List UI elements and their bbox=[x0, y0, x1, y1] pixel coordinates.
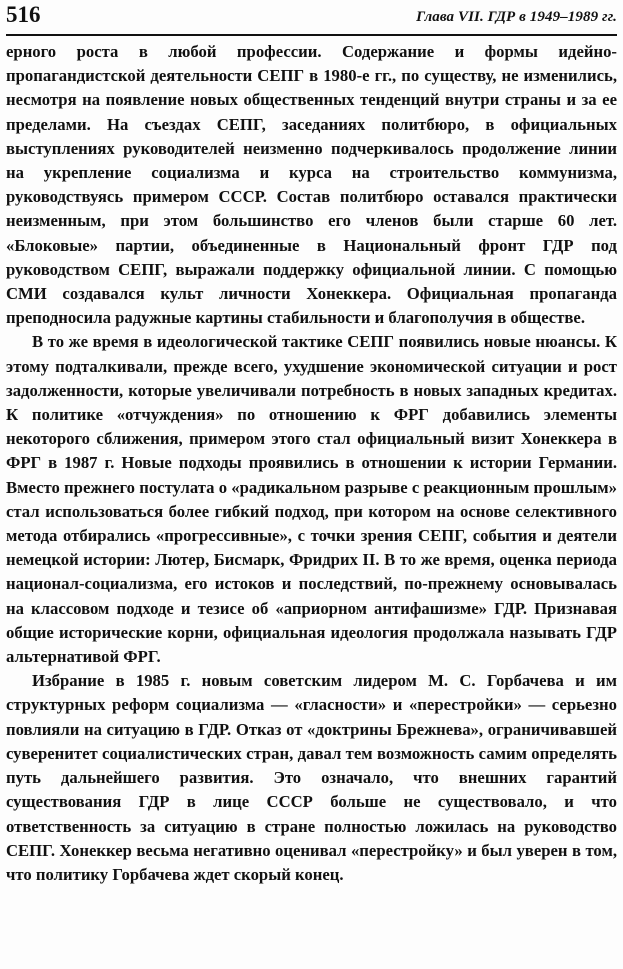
running-head: Глава VII. ГДР в 1949–1989 гг. bbox=[416, 9, 617, 25]
paragraph: ерного роста в любой профессии. Содержание и формы идейно-пропагандистской деятельности СЕПГ в 1980-е гг., по существу, не изменились, несмотря на появление новых общественных тенденций внутри страны и за ее пределами. На съездах СЕПГ, заседаниях политбюро, в официальных выступлениях руководителей неизменно подчеркивалось продолжение линии на укрепление социализма и курса на строительство коммунизма, руководствуясь примером СССР. Состав политбюро оставался практически неизменным, при этом большинство его членов были старше 60 лет. «Блоковые» партии, объединенные в Национальный фронт ГДР под руководством СЕПГ, выражали поддержку официальной линии. С помощью СМИ создавался культ личности Хонеккера. Официальная пропаганда преподносила радужные картины стабильности и благополучия в обществе. bbox=[6, 42, 617, 328]
header-rule bbox=[6, 34, 617, 36]
page-number: 516 bbox=[6, 2, 41, 27]
body-text bbox=[6, 40, 617, 887]
paragraph: Избрание в 1985 г. новым советским лидером М. С. Горбачева и им структурных реформ социализма — «гласности» и «перестройки» — серьезно повлияли на ситуацию в ГДР. Отказ от «доктрины Брежнева», ограничивавшей суверенитет социалистических стран, давал тем возможность самим определять путь дальнейшего развития. Это означало, что внешних гарантий существования ГДР в лице СССР больше не существовало, и что ответственность за ситуацию в стране полностью ложилась на руководство СЕПГ. Хонеккер весьма негативно оценивал «перестройку» и был уверен в том, что политику Горбачева ждет скорый конец. bbox=[6, 671, 617, 884]
paragraph: В то же время в идеологической тактике СЕПГ появились новые нюансы. К этому подталкивали, прежде всего, ухудшение экономической ситуации и рост задолженности, которые увеличивали потребность в новых западных кредитах. К политике «отчуждения» по отношению к ФРГ добавились элементы некоторого сближения, примером этого стал официальный визит Хонеккера в ФРГ в 1987 г. Новые подходы проявились в отношении к истории Германии. Вместо прежнего постулата о «радикальном разрыве с реакционным прошлым» стал использоваться более гибкий подход, при котором на основе селективного метода отбирались «прогрессивные», с точки зрения СЕПГ, события и деятели немецкой истории: Лютер, Бисмарк, Фридрих II. В то же время, оценка периода национал-социализма, его истоков и последствий, по-прежнему основывалась на классовом подходе и тезисе об «априорном антифашизме» ГДР. Признавая общие исторические корни, официальная идеология продолжала называть ГДР альтернативой ФРГ. bbox=[6, 332, 617, 667]
page-header bbox=[6, 0, 617, 36]
